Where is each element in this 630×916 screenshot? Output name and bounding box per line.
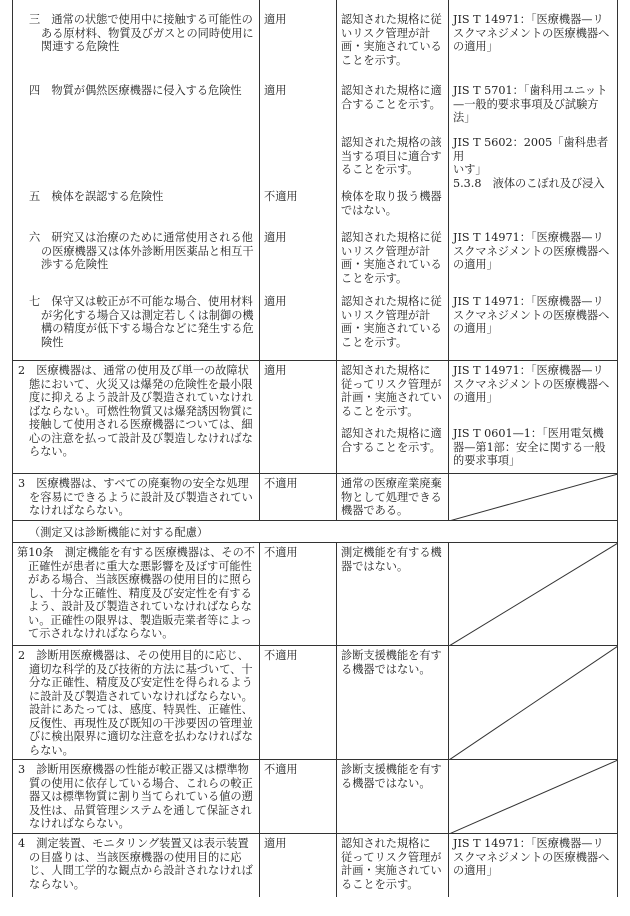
applicability-value: 不適用 bbox=[264, 763, 298, 776]
requirement-cell bbox=[13, 760, 259, 834]
standard-text: JIS T 0601—1：「医用電気機 器—第1部：安全に関する一般 的要求事項」 bbox=[453, 427, 606, 467]
table-row-article-10 bbox=[12, 542, 618, 646]
applicability-value: 適用 bbox=[264, 231, 287, 244]
applicability-cell bbox=[259, 361, 337, 474]
evidence-cell bbox=[336, 646, 449, 760]
requirement-cell bbox=[13, 646, 259, 760]
evidence-text: 認知された規格の該 当する項目に適合す ることを示す。 bbox=[341, 136, 442, 176]
applicability-cell bbox=[259, 760, 337, 834]
evidence-text: 測定機能を有する機 器ではない。 bbox=[341, 546, 442, 573]
evidence-text: 検体を取り扱う機器 ではない。 bbox=[341, 190, 442, 217]
standard-cell-empty bbox=[448, 760, 618, 834]
standard-text: JIS T 14971：「医療機器—リ スクマネジメントの医療機器へ の適用」 bbox=[453, 231, 610, 271]
table-row-diagnostic-accuracy bbox=[12, 645, 618, 760]
requirement-cell bbox=[13, 834, 259, 897]
standard-text: JIS T 5602：2005「歯科患者用 いす」 5.3.8 液体のこぼれ及び浸入 bbox=[453, 136, 609, 190]
table-row-hazards bbox=[12, 0, 618, 360]
standard-cell bbox=[448, 834, 618, 897]
evidence-cell bbox=[336, 361, 449, 474]
evidence-text: 認知された規格に 従ってリスク管理が 計画・実施されてい ることを示す。 bbox=[341, 364, 442, 418]
evidence-text: 認知された規格に適 合することを示す。 bbox=[341, 427, 442, 454]
evidence-cell bbox=[336, 474, 449, 521]
applicability-value: 不適用 bbox=[264, 546, 298, 559]
diagonal-strike bbox=[449, 646, 618, 760]
applicability-cell bbox=[259, 543, 337, 646]
evidence-text: 通常の医療産業廃棄 物として処理できる 機器である。 bbox=[341, 477, 442, 517]
standard-cell-empty bbox=[448, 543, 618, 646]
applicability-value: 不適用 bbox=[264, 190, 298, 203]
applicability-value: 適用 bbox=[264, 295, 287, 308]
evidence-cell bbox=[336, 760, 449, 834]
evidence-cell bbox=[336, 543, 449, 646]
table-row-fire-hazard bbox=[12, 360, 618, 474]
evidence-text: 診断支援機能を有す る機器ではない。 bbox=[341, 763, 442, 790]
evidence-text: 認知された規格に従 いリスク管理が計 画・実施されている ことを示す。 bbox=[341, 231, 442, 285]
applicability-value: 適用 bbox=[264, 837, 287, 850]
standard-cell-empty bbox=[448, 474, 618, 521]
requirement-cell bbox=[13, 361, 259, 474]
applicability-cell bbox=[259, 474, 337, 521]
requirement-cell bbox=[13, 0, 259, 360]
requirement-item-6: 六 研究又は治療のために通常使用される他 の医療機器又は体外診断用医薬品と相互干 渉する危険性 bbox=[29, 231, 254, 271]
requirement-text: 2 医療機器は、通常の使用及び単一の故障状 態において、火災又は爆発の危険性を最小限 度に抑えるよう設計及び製造されていなけれ ばならない。可燃性物質又は爆発誘因物質に 接触して使用される医療機器については、細 心の注意を払って設計及び製造しなければな らない。 bbox=[18, 364, 253, 458]
standard-text: JIS T 5701：「歯科用ユニット —一般的要求事項及び試験方 法」 bbox=[453, 84, 608, 124]
standard-cell bbox=[448, 361, 618, 474]
evidence-text: 認知された規格に 従ってリスク管理が 計画・実施されてい ることを示す。 bbox=[341, 837, 442, 891]
standard-text: JIS T 14971：「医療機器—リ スクマネジメントの医療機器へ の適用」 bbox=[453, 837, 610, 877]
standard-text: JIS T 14971：「医療機器—リ スクマネジメントの医療機器へ の適用」 bbox=[453, 13, 610, 53]
requirement-text: 3 診断用医療機器の性能が較正器又は標準物 質の使用に依存している場合、これらの較正 器又は標準物質に割り当てられている値の遡 及性は、品質管理システムを通して保証され なければならない。 bbox=[18, 763, 253, 830]
requirement-item-4: 四 物質が偶然医療機器に侵入する危険性 bbox=[29, 84, 242, 97]
table-row-calibrator-traceability bbox=[12, 759, 618, 834]
section-header-row bbox=[12, 520, 618, 543]
requirement-cell bbox=[13, 474, 259, 521]
requirement-cell bbox=[13, 543, 259, 646]
applicability-value: 適用 bbox=[264, 364, 287, 377]
diagonal-strike bbox=[449, 760, 618, 834]
applicability-cell bbox=[259, 0, 337, 360]
standard-text: JIS T 14971：「医療機器—リ スクマネジメントの医療機器へ の適用」 bbox=[453, 364, 610, 404]
requirement-text: 4 測定装置、モニタリング装置又は表示装置 の目盛りは、当該医療機器の使用目的に応 じ、人間工学的な観点から設計されなければ ならない。 bbox=[18, 837, 253, 891]
requirement-item-5: 五 検体を誤認する危険性 bbox=[29, 190, 164, 203]
requirement-item-3: 三 通常の状態で使用中に接触する可能性の ある原材料、物質及びガスとの同時使用に 関連する危険性 bbox=[29, 13, 254, 53]
requirement-text: 3 医療機器は、すべての廃棄物の安全な処理 を容易にできるように設計及び製造されてい なければならない。 bbox=[18, 477, 253, 517]
applicability-value: 適用 bbox=[264, 13, 287, 26]
evidence-text: 認知された規格に適 合することを示す。 bbox=[341, 84, 442, 111]
evidence-cell bbox=[336, 834, 449, 897]
applicability-value: 適用 bbox=[264, 84, 287, 97]
section-heading: （測定又は診断機能に対する配慮） bbox=[29, 526, 209, 539]
applicability-value: 不適用 bbox=[264, 477, 298, 490]
evidence-text: 診断支援機能を有す る機器ではない。 bbox=[341, 649, 442, 676]
diagonal-strike bbox=[449, 474, 618, 521]
evidence-text: 認知された規格に従 いリスク管理が計 画・実施されている ことを示す。 bbox=[341, 13, 442, 67]
applicability-value: 不適用 bbox=[264, 649, 298, 662]
standard-text: JIS T 14971：「医療機器—リ スクマネジメントの医療機器へ の適用」 bbox=[453, 295, 610, 335]
table-row-waste bbox=[12, 473, 618, 521]
standard-cell-empty bbox=[448, 646, 618, 760]
evidence-cell bbox=[336, 0, 449, 360]
requirement-text: 第10条 測定機能を有する医療機器は、その不 正確性が患者に重大な悪影響を及ぼす可能性 がある場合、当該医療機器の使用目的に照ら し、十分な正確性、精度及び安定性を有する よう、設計及び製造されていなければならな い。正確性の限界は、製造販売業者等によっ て示されなければならない。 bbox=[17, 546, 255, 640]
evidence-text: 認知された規格に従 いリスク管理が計 画・実施されている ことを示す。 bbox=[341, 295, 442, 349]
diagonal-strike bbox=[449, 543, 618, 646]
table-row-display-scale bbox=[12, 833, 618, 897]
requirement-text: 2 診断用医療機器は、その使用目的に応じ、 適切な科学的及び技術的方法に基づいて、十 分な正確性、精度及び安定性を得られるよう に設計及び製造されていなければならない。 設計にあたっては、感度、特異性、正確性、 反復性、再現性及び既知の干渉要因の管理並 びに検出限界に適切な注意を払わなければな らない。 bbox=[18, 649, 253, 757]
applicability-cell bbox=[259, 834, 337, 897]
applicability-cell bbox=[259, 646, 337, 760]
standard-cell bbox=[448, 0, 618, 360]
requirement-item-7: 七 保守又は較正が不可能な場合、使用材料 が劣化する場合又は測定若しくは制御の機 構の精度が低下する場合などに発生する危 険性 bbox=[29, 295, 254, 349]
